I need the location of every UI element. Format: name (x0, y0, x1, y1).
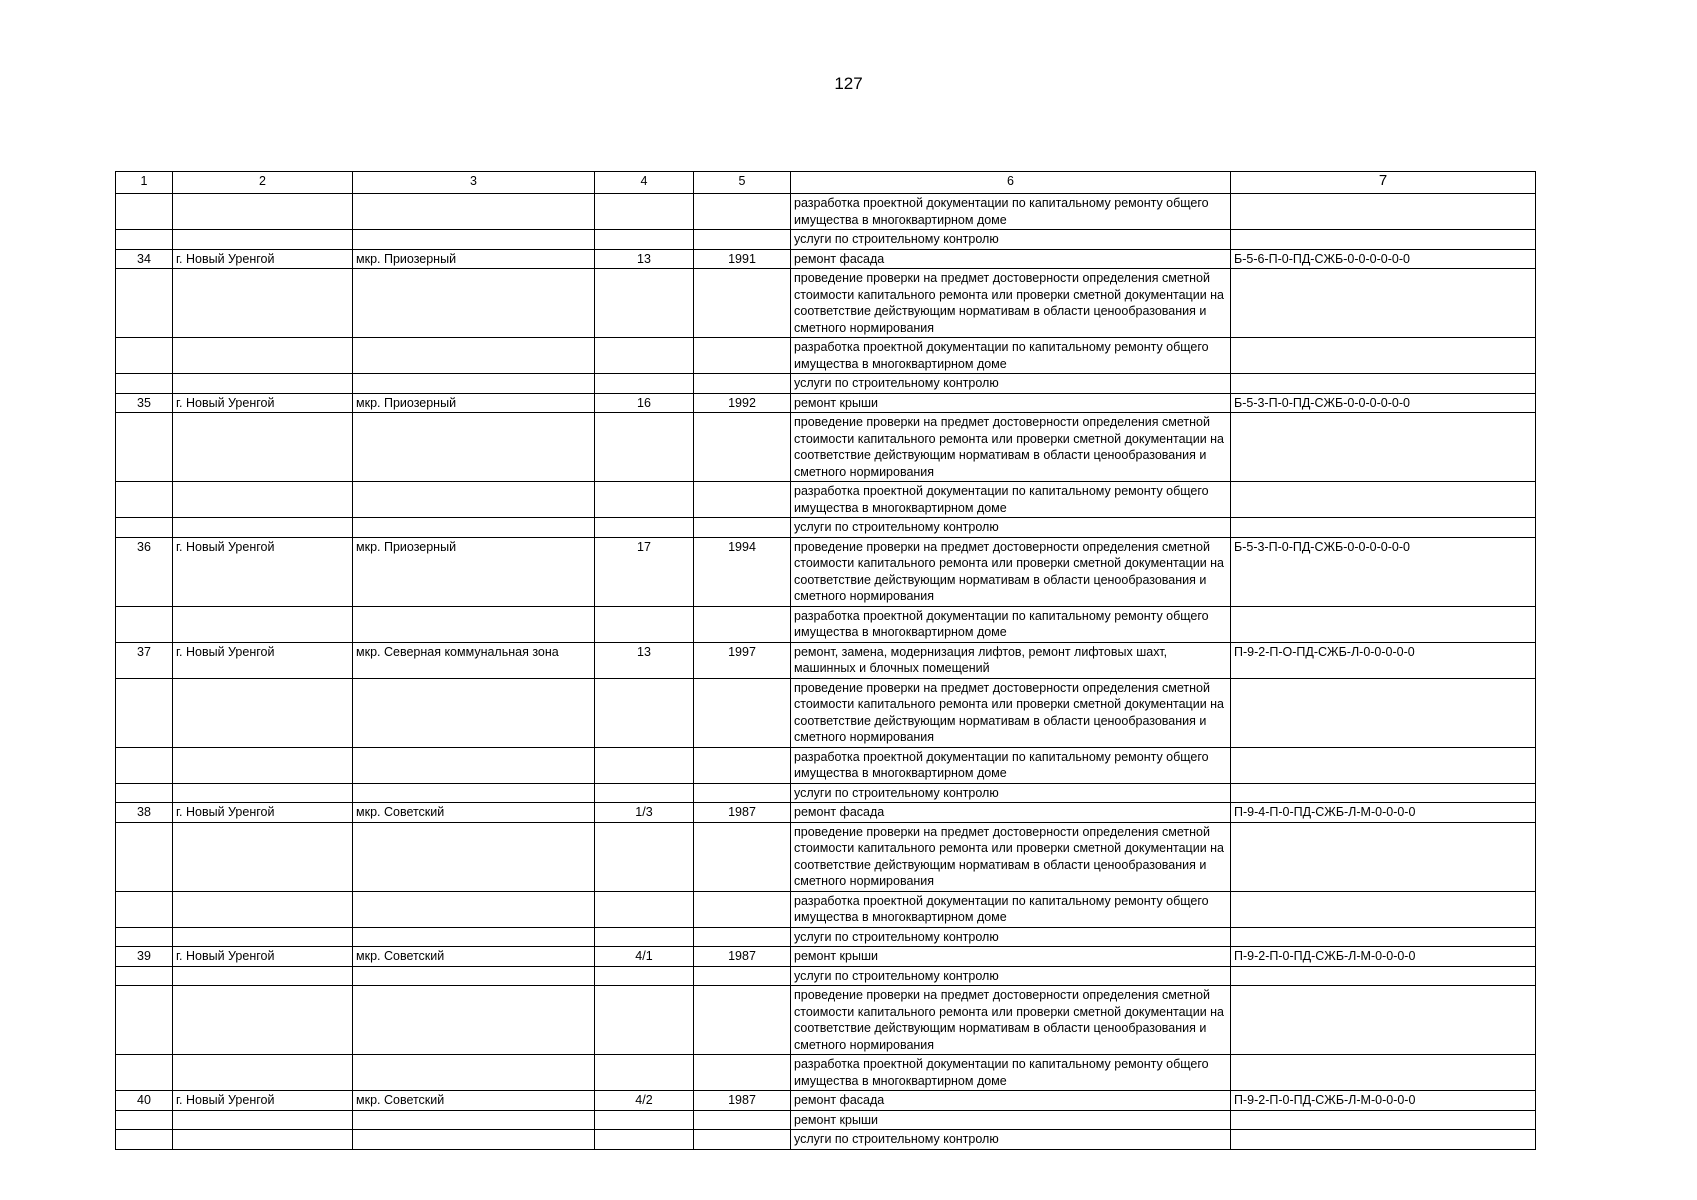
table-row (116, 927, 1536, 947)
cell-city (173, 518, 353, 538)
cell-year-built (694, 413, 791, 482)
capital-repair-table (115, 171, 1536, 1150)
cell-work-type: разработка проектной документации по капитальному ремонту общего имущества в многоквартирном доме (791, 1055, 1231, 1091)
cell-year-built (694, 783, 791, 803)
cell-row-number (116, 374, 173, 394)
cell-code: П-9-2-П-0-ПД-СЖБ-Л-М-0-0-0-0 (1231, 947, 1536, 967)
cell-house-number (595, 927, 694, 947)
cell-row-number (116, 678, 173, 747)
cell-year-built: 1991 (694, 249, 791, 269)
cell-work-type: услуги по строительному контролю (791, 230, 1231, 250)
cell-city (173, 678, 353, 747)
cell-house-number: 13 (595, 642, 694, 678)
cell-district (353, 194, 595, 230)
cell-row-number: 37 (116, 642, 173, 678)
cell-district (353, 230, 595, 250)
cell-year-built: 1987 (694, 1091, 791, 1111)
cell-code: П-9-4-П-0-ПД-СЖБ-Л-М-0-0-0-0 (1231, 803, 1536, 823)
cell-work-type: проведение проверки на предмет достоверности определения сметной стоимости капитального ремонта или проверки сметной документации на соответствие действующим нормативам в области ценообразования и сметного нормирования (791, 537, 1231, 606)
cell-house-number (595, 374, 694, 394)
cell-district: мкр. Северная коммунальная зона (353, 642, 595, 678)
column-header-6: 6 (791, 172, 1231, 194)
cell-code (1231, 966, 1536, 986)
cell-city (173, 1130, 353, 1150)
cell-district (353, 891, 595, 927)
cell-code (1231, 747, 1536, 783)
cell-year-built (694, 1130, 791, 1150)
table-row (116, 966, 1536, 986)
cell-district (353, 413, 595, 482)
cell-district (353, 338, 595, 374)
cell-district: мкр. Советский (353, 803, 595, 823)
cell-house-number (595, 482, 694, 518)
table-row (116, 1130, 1536, 1150)
cell-work-type: ремонт, замена, модернизация лифтов, ремонт лифтовых шахт, машинных и блочных помещений (791, 642, 1231, 678)
cell-row-number (116, 783, 173, 803)
cell-work-type: разработка проектной документации по капитальному ремонту общего имущества в многоквартирном доме (791, 482, 1231, 518)
table-row (116, 822, 1536, 891)
cell-code: П-9-2-П-0-ПД-СЖБ-Л-М-0-0-0-0 (1231, 1091, 1536, 1111)
cell-code (1231, 518, 1536, 538)
cell-district: мкр. Приозерный (353, 537, 595, 606)
cell-row-number (116, 194, 173, 230)
cell-year-built (694, 606, 791, 642)
table-row (116, 393, 1536, 413)
column-header-4: 4 (595, 172, 694, 194)
cell-district (353, 269, 595, 338)
cell-district (353, 482, 595, 518)
cell-city: г. Новый Уренгой (173, 249, 353, 269)
cell-year-built: 1994 (694, 537, 791, 606)
cell-house-number (595, 413, 694, 482)
cell-house-number (595, 783, 694, 803)
table-row (116, 374, 1536, 394)
table-row (116, 783, 1536, 803)
cell-house-number (595, 1055, 694, 1091)
cell-year-built (694, 482, 791, 518)
cell-code (1231, 783, 1536, 803)
cell-year-built (694, 927, 791, 947)
page-number: 127 (834, 74, 863, 93)
cell-house-number: 4/2 (595, 1091, 694, 1111)
cell-house-number (595, 518, 694, 538)
cell-row-number (116, 338, 173, 374)
cell-year-built: 1997 (694, 642, 791, 678)
cell-year-built (694, 1110, 791, 1130)
cell-year-built (694, 518, 791, 538)
cell-house-number (595, 269, 694, 338)
cell-work-type: ремонт крыши (791, 1110, 1231, 1130)
cell-row-number (116, 230, 173, 250)
column-header-7: 7 (1231, 172, 1536, 194)
cell-code (1231, 1055, 1536, 1091)
cell-work-type: проведение проверки на предмет достоверности определения сметной стоимости капитального ремонта или проверки сметной документации на соответствие действующим нормативам в области ценообразования и сметного нормирования (791, 413, 1231, 482)
cell-house-number: 4/1 (595, 947, 694, 967)
cell-city (173, 747, 353, 783)
cell-house-number: 16 (595, 393, 694, 413)
cell-code (1231, 1110, 1536, 1130)
cell-code (1231, 891, 1536, 927)
cell-row-number (116, 413, 173, 482)
table-row (116, 947, 1536, 967)
cell-year-built (694, 194, 791, 230)
cell-city (173, 230, 353, 250)
cell-code (1231, 374, 1536, 394)
cell-year-built (694, 966, 791, 986)
table-row (116, 249, 1536, 269)
cell-house-number (595, 606, 694, 642)
cell-district (353, 783, 595, 803)
cell-work-type: ремонт фасада (791, 803, 1231, 823)
cell-district (353, 1055, 595, 1091)
cell-district: мкр. Советский (353, 947, 595, 967)
cell-city (173, 891, 353, 927)
cell-row-number: 38 (116, 803, 173, 823)
cell-house-number (595, 966, 694, 986)
cell-district (353, 1110, 595, 1130)
cell-work-type: проведение проверки на предмет достоверности определения сметной стоимости капитального ремонта или проверки сметной документации на соответствие действующим нормативам в области ценообразования и сметного нормирования (791, 822, 1231, 891)
cell-row-number (116, 1110, 173, 1130)
cell-district (353, 927, 595, 947)
cell-district (353, 678, 595, 747)
cell-work-type: разработка проектной документации по капитальному ремонту общего имущества в многоквартирном доме (791, 891, 1231, 927)
table-row (116, 606, 1536, 642)
cell-house-number (595, 1130, 694, 1150)
cell-code (1231, 678, 1536, 747)
table-row (116, 642, 1536, 678)
table-row (116, 891, 1536, 927)
cell-house-number (595, 891, 694, 927)
cell-year-built: 1987 (694, 947, 791, 967)
cell-code (1231, 482, 1536, 518)
table-row (116, 678, 1536, 747)
cell-row-number (116, 269, 173, 338)
cell-year-built (694, 338, 791, 374)
cell-work-type: разработка проектной документации по капитальному ремонту общего имущества в многоквартирном доме (791, 606, 1231, 642)
cell-code (1231, 230, 1536, 250)
cell-work-type: разработка проектной документации по капитальному ремонту общего имущества в многоквартирном доме (791, 747, 1231, 783)
cell-row-number (116, 822, 173, 891)
cell-code: П-9-2-П-О-ПД-СЖБ-Л-0-0-0-0-0 (1231, 642, 1536, 678)
cell-work-type: проведение проверки на предмет достоверности определения сметной стоимости капитального ремонта или проверки сметной документации на соответствие действующим нормативам в области ценообразования и сметного нормирования (791, 269, 1231, 338)
table-row (116, 1091, 1536, 1111)
cell-district: мкр. Приозерный (353, 393, 595, 413)
cell-city (173, 986, 353, 1055)
cell-row-number (116, 1055, 173, 1091)
cell-work-type: услуги по строительному контролю (791, 1130, 1231, 1150)
table-row (116, 269, 1536, 338)
cell-year-built (694, 986, 791, 1055)
cell-district: мкр. Советский (353, 1091, 595, 1111)
column-header-3: 3 (353, 172, 595, 194)
cell-city (173, 927, 353, 947)
cell-row-number (116, 482, 173, 518)
table-row (116, 986, 1536, 1055)
cell-work-type: проведение проверки на предмет достоверности определения сметной стоимости капитального ремонта или проверки сметной документации на соответствие действующим нормативам в области ценообразования и сметного нормирования (791, 678, 1231, 747)
cell-row-number (116, 518, 173, 538)
table-row (116, 518, 1536, 538)
cell-district (353, 966, 595, 986)
cell-year-built (694, 374, 791, 394)
cell-code: Б-5-3-П-0-ПД-СЖБ-0-0-0-0-0-0 (1231, 393, 1536, 413)
cell-city (173, 269, 353, 338)
cell-row-number (116, 1130, 173, 1150)
cell-city (173, 413, 353, 482)
cell-district: мкр. Приозерный (353, 249, 595, 269)
cell-city (173, 606, 353, 642)
cell-house-number (595, 338, 694, 374)
cell-work-type: проведение проверки на предмет достоверности определения сметной стоимости капитального ремонта или проверки сметной документации на соответствие действующим нормативам в области ценообразования и сметного нормирования (791, 986, 1231, 1055)
cell-city (173, 194, 353, 230)
cell-year-built (694, 1055, 791, 1091)
cell-code (1231, 986, 1536, 1055)
cell-city (173, 374, 353, 394)
cell-code: Б-5-6-П-0-ПД-СЖБ-0-0-0-0-0-0 (1231, 249, 1536, 269)
cell-district (353, 986, 595, 1055)
cell-city: г. Новый Уренгой (173, 393, 353, 413)
cell-house-number: 13 (595, 249, 694, 269)
cell-code (1231, 269, 1536, 338)
cell-work-type: услуги по строительному контролю (791, 518, 1231, 538)
cell-work-type: услуги по строительному контролю (791, 783, 1231, 803)
cell-house-number (595, 747, 694, 783)
cell-district (353, 518, 595, 538)
cell-row-number (116, 891, 173, 927)
cell-row-number (116, 747, 173, 783)
cell-code (1231, 413, 1536, 482)
cell-row-number (116, 986, 173, 1055)
cell-year-built: 1987 (694, 803, 791, 823)
cell-row-number (116, 927, 173, 947)
table-body (116, 194, 1536, 1150)
table-row (116, 413, 1536, 482)
cell-house-number (595, 986, 694, 1055)
cell-city (173, 1055, 353, 1091)
cell-city (173, 822, 353, 891)
cell-code (1231, 822, 1536, 891)
cell-city: г. Новый Уренгой (173, 1091, 353, 1111)
cell-district (353, 606, 595, 642)
cell-city (173, 1110, 353, 1130)
cell-house-number (595, 822, 694, 891)
cell-year-built (694, 230, 791, 250)
cell-row-number (116, 966, 173, 986)
cell-house-number: 17 (595, 537, 694, 606)
cell-city: г. Новый Уренгой (173, 537, 353, 606)
cell-work-type: разработка проектной документации по капитальному ремонту общего имущества в многоквартирном доме (791, 194, 1231, 230)
cell-city (173, 966, 353, 986)
table-row (116, 537, 1536, 606)
cell-district (353, 747, 595, 783)
cell-district (353, 1130, 595, 1150)
cell-row-number: 34 (116, 249, 173, 269)
cell-work-type: ремонт фасада (791, 249, 1231, 269)
column-header-2: 2 (173, 172, 353, 194)
table-header-row (116, 172, 1536, 194)
cell-work-type: ремонт крыши (791, 947, 1231, 967)
cell-work-type: услуги по строительному контролю (791, 966, 1231, 986)
cell-house-number (595, 1110, 694, 1130)
cell-house-number: 1/3 (595, 803, 694, 823)
table-row (116, 803, 1536, 823)
cell-city (173, 338, 353, 374)
cell-house-number (595, 230, 694, 250)
cell-house-number (595, 194, 694, 230)
cell-house-number (595, 678, 694, 747)
cell-row-number: 40 (116, 1091, 173, 1111)
cell-work-type: ремонт крыши (791, 393, 1231, 413)
cell-district (353, 374, 595, 394)
column-header-5: 5 (694, 172, 791, 194)
table-row (116, 482, 1536, 518)
cell-code: Б-5-3-П-0-ПД-СЖБ-0-0-0-0-0-0 (1231, 537, 1536, 606)
cell-row-number: 35 (116, 393, 173, 413)
table-row (116, 1110, 1536, 1130)
cell-year-built (694, 747, 791, 783)
cell-code (1231, 1130, 1536, 1150)
cell-city: г. Новый Уренгой (173, 642, 353, 678)
cell-city: г. Новый Уренгой (173, 803, 353, 823)
cell-work-type: услуги по строительному контролю (791, 927, 1231, 947)
cell-code (1231, 927, 1536, 947)
cell-code (1231, 194, 1536, 230)
cell-city: г. Новый Уренгой (173, 947, 353, 967)
table-row (116, 230, 1536, 250)
cell-row-number (116, 606, 173, 642)
column-header-1: 1 (116, 172, 173, 194)
table-row (116, 194, 1536, 230)
cell-row-number: 39 (116, 947, 173, 967)
cell-year-built (694, 891, 791, 927)
cell-year-built (694, 678, 791, 747)
cell-work-type: услуги по строительному контролю (791, 374, 1231, 394)
table-row (116, 747, 1536, 783)
cell-work-type: ремонт фасада (791, 1091, 1231, 1111)
table-row (116, 1055, 1536, 1091)
cell-year-built (694, 269, 791, 338)
cell-year-built (694, 822, 791, 891)
cell-work-type: разработка проектной документации по капитальному ремонту общего имущества в многоквартирном доме (791, 338, 1231, 374)
cell-row-number: 36 (116, 537, 173, 606)
cell-code (1231, 338, 1536, 374)
table-row (116, 338, 1536, 374)
cell-city (173, 482, 353, 518)
cell-city (173, 783, 353, 803)
cell-district (353, 822, 595, 891)
cell-code (1231, 606, 1536, 642)
cell-year-built: 1992 (694, 393, 791, 413)
